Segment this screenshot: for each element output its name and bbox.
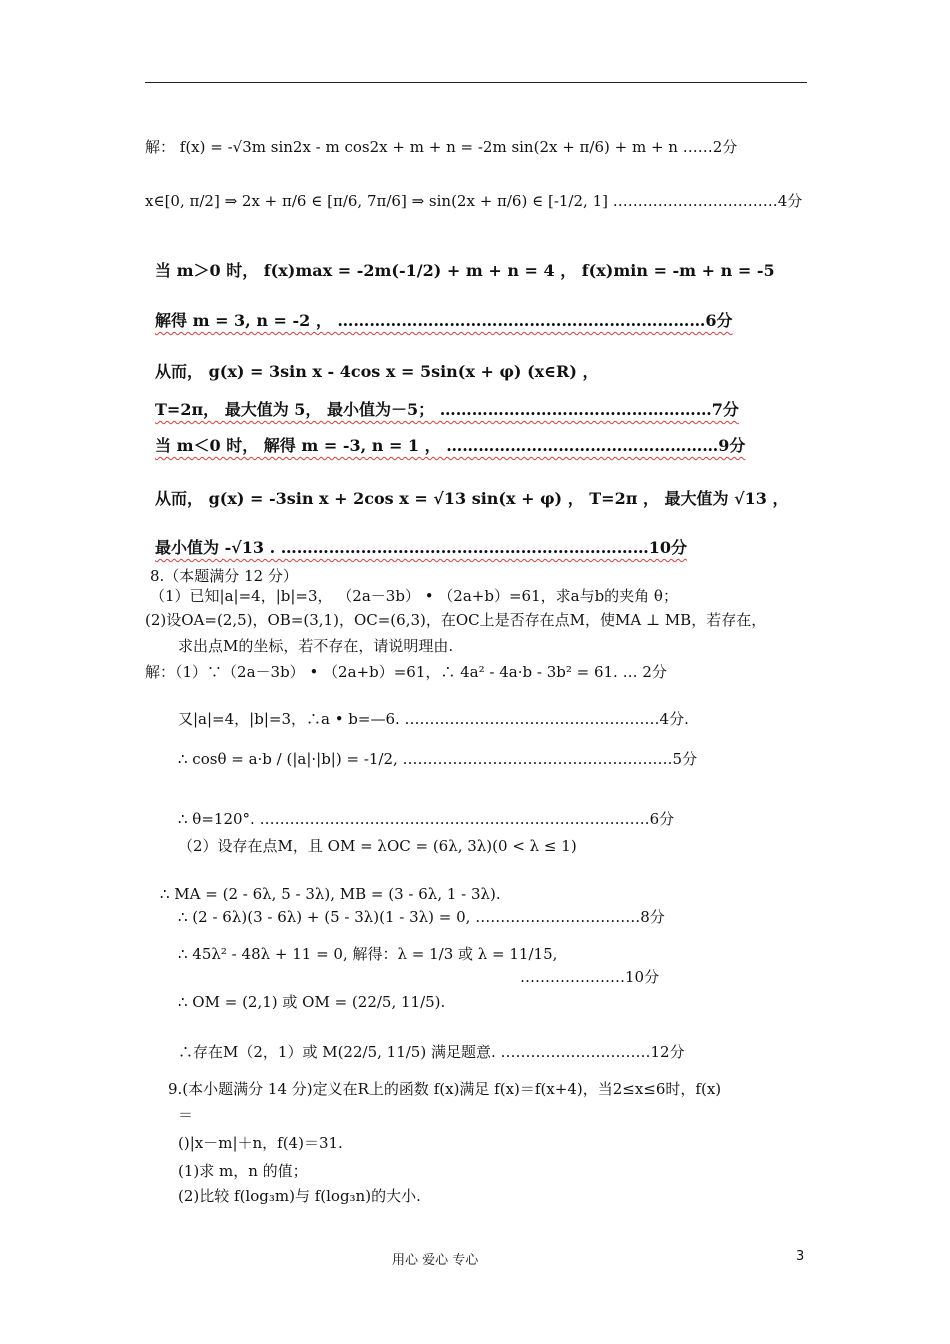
problem8-solution-step8: ∴ 45λ² - 48λ + 11 = 0, 解得：λ = 1/3 或 λ = 11/15,	[178, 945, 558, 963]
solution7-line9: 最小值为 -√13 . ……………………………………………………………10分	[155, 538, 687, 557]
problem9-line4: (1)求 m，n 的值；	[178, 1162, 308, 1180]
problem8-solution-step3: ∴ cosθ = a·b / (|a|·|b|) = -1/2, ………………………………………………5分	[178, 750, 698, 768]
problem8-solution-step2: 又|a|=4，|b|=3，∴a • b=—6. ……………………………………………4分.	[178, 710, 689, 728]
problem8-solution-step4: ∴ θ=120°. ……………………………………………………………………6分	[178, 810, 675, 828]
solution7-line5: 从而， g(x) = 3sin x - 4cos x = 5sin(x + φ) (x∈R) ，	[155, 362, 599, 381]
problem8-solution-step5: （2）设存在点M，且 OM = λOC = (6λ, 3λ)(0 < λ ≤ 1)	[178, 837, 577, 855]
problem8-question2: (2)设OA=(2,5)，OB=(3,1)，OC=(6,3)，在OC上是否存在点M，使MA ⊥ MB，若存在，	[145, 611, 767, 629]
problem8-solution-step10: ∴存在M（2，1）或 M(22/5, 11/5) 满足题意. …………………………12分	[178, 1043, 685, 1061]
problem9-line3: ()|x－m|＋n，f(4)＝31.	[178, 1134, 343, 1152]
solution7-line2: x∈[0, π/2] ⇒ 2x + π/6 ∈ [π/6, 7π/6] ⇒ sin(2x + π/6) ∈ [-1/2, 1] ……………………………4分	[145, 192, 803, 210]
problem8-title: 8.（本题满分 12 分）	[150, 567, 298, 585]
problem9-line2: ＝	[178, 1106, 194, 1124]
problem8-question2-cont: 求出点M的坐标，若不存在，请说明理由.	[178, 637, 454, 655]
solution7-line1: 解： f(x) = -√3m sin2x - m cos2x + m + n = -2m sin(2x + π/6) + m + n ……2分	[145, 138, 738, 156]
problem9-line5: (2)比较 f(log₃m)与 f(log₃n)的大小.	[178, 1187, 421, 1205]
problem8-solution-step9: ∴ OM = (2,1) 或 OM = (22/5, 11/5).	[178, 993, 446, 1011]
header-rule	[145, 82, 807, 83]
page-number: 3	[796, 1249, 805, 1264]
solution7-line6: T=2π， 最大值为 5， 最小值为－5； ……………………………………………7分	[155, 400, 739, 419]
problem8-solution-step7: ∴ (2 - 6λ)(3 - 6λ) + (5 - 3λ)(1 - 3λ) = 0, ……………………………8分	[178, 908, 665, 926]
problem8-solution-step8-score: …………………10分	[520, 968, 660, 986]
solution7-line7: 当 m＜0 时， 解得 m = -3, n = 1 ， ……………………………………………9分	[155, 436, 746, 455]
problem9-line1: 9.(本小题满分 14 分)定义在R上的函数 f(x)满足 f(x)＝f(x+4)，当2≤x≤6时，f(x)	[168, 1080, 722, 1098]
problem8-question1: （1）已知|a|=4，|b|=3， （2a－3b） • （2a+b）=61，求a与b的夹角 θ；	[150, 587, 678, 605]
footer-motto: 用心 爱心 专心	[392, 1253, 479, 1268]
solution7-line8: 从而， g(x) = -3sin x + 2cos x = √13 sin(x + φ) ， T=2π ， 最大值为 √13 ，	[155, 489, 789, 508]
problem8-solution-step6: ∴ MA = (2 - 6λ, 5 - 3λ), MB = (3 - 6λ, 1 - 3λ).	[160, 885, 501, 903]
problem8-solution-step1: 解：（1）∵（2a－3b） • （2a+b）=61，∴ 4a² - 4a·b - 3b² = 61. … 2分	[145, 663, 667, 681]
solution7-line4: 解得 m = 3, n = -2 ， ……………………………………………………………6分	[155, 311, 733, 330]
solution7-line3: 当 m＞0 时， f(x)max = -2m(-1/2) + m + n = 4 ， f(x)min = -m + n = -5	[155, 261, 775, 280]
